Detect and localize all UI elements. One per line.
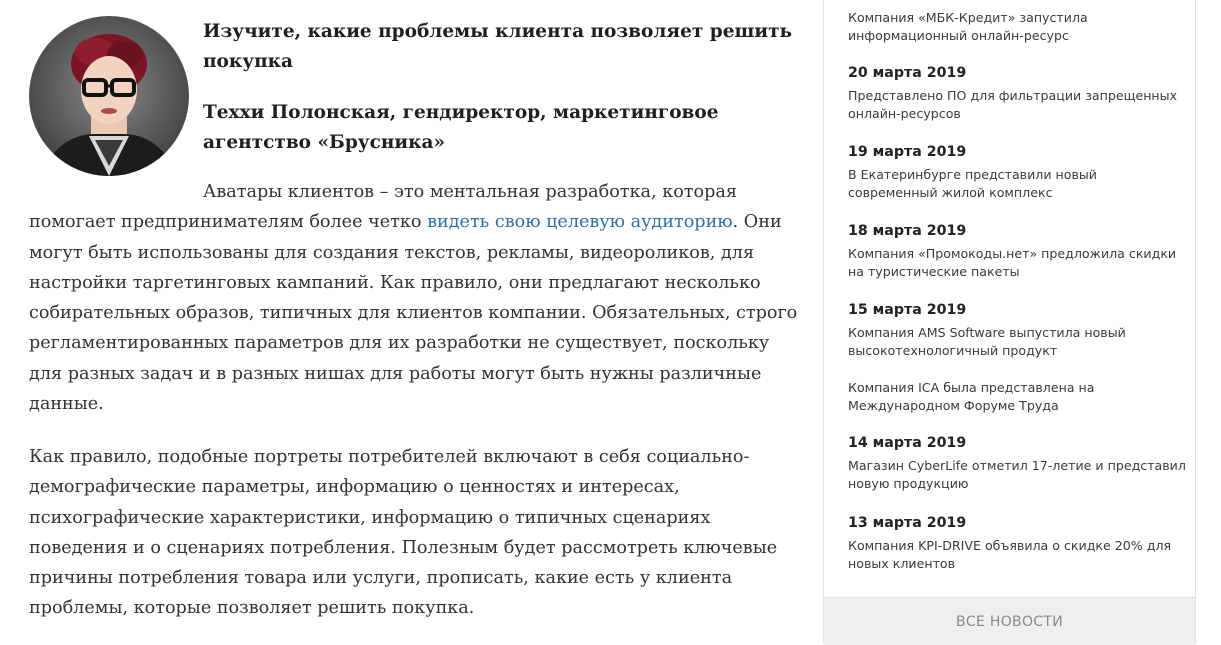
- news-date: 20 марта 2019: [848, 65, 967, 81]
- news-sidebar: [823, 0, 1196, 644]
- news-item[interactable]: [848, 9, 1188, 45]
- news-item[interactable]: [848, 143, 1188, 202]
- all-news-button[interactable]: ВСЕ НОВОСТИ: [824, 597, 1195, 645]
- news-title[interactable]: Компания «МБК-Кредит» запустила информационный онлайн-ресурс: [848, 10, 1088, 43]
- news-item[interactable]: [848, 301, 1188, 360]
- paragraph-text: . Они могут быть использованы для создания текстов, рекламы, видеороликов, для настройки таргетинговых кампаний. Как правило, они предлагают несколько собирательных образов, типичных для клиентов компании. Обязательных, строго регламентированных параметров для их разработки не существует, поскольку для разных задач и в разных нишах для работы могут быть нужны различные данные.: [29, 212, 798, 415]
- author-avatar: [29, 16, 189, 176]
- article-subheading: Изучите, какие проблемы клиента позволяет решить покупка: [203, 21, 793, 72]
- news-date: 13 марта 2019: [848, 515, 967, 531]
- target-audience-link[interactable]: видеть свою целевую аудиторию: [427, 212, 733, 233]
- news-item[interactable]: [848, 379, 1188, 415]
- article-paragraph-1: [29, 177, 804, 419]
- paragraph-text: Аватары клиентов – это ментальная разработка, которая помогает предпринимателям более четко: [29, 182, 737, 233]
- news-item[interactable]: [848, 514, 1188, 573]
- article-paragraph-2: Как правило, подобные портреты потребителей включают в себя социально-демографические параметры, информацию о ценностях и интересах, психографические характеристики, информацию о типичных сценариях поведения и о сценариях потребления. Полезным будет рассмотреть ключевые причины потребления товара или услуги, прописать, какие есть у клиента проблемы, которые позволяет решить покупка.: [29, 447, 778, 619]
- news-date: 18 марта 2019: [848, 223, 967, 239]
- news-title[interactable]: Компания ICA была представлена на Международном Форуме Труда: [848, 380, 1095, 413]
- news-date: 15 марта 2019: [848, 302, 967, 318]
- news-title[interactable]: В Екатеринбурге представили новый современный жилой комплекс: [848, 167, 1097, 200]
- news-title[interactable]: Магазин CyberLife отметил 17-летие и представил новую продукцию: [848, 458, 1186, 491]
- author-caption: Тexxи Полонская, гендиректор, маркетинговое агентство «Брусника»: [203, 102, 719, 153]
- news-title[interactable]: Компания KPI-DRIVE объявила о скидке 20% для новых клиентов: [848, 538, 1172, 571]
- news-title[interactable]: Компания «Промокоды.нет» предложила скидки на туристические пакеты: [848, 246, 1177, 279]
- news-item[interactable]: [848, 222, 1188, 281]
- news-title[interactable]: Компания AMS Software выпустила новый высокотехнологичный продукт: [848, 325, 1126, 358]
- news-date: 19 марта 2019: [848, 144, 967, 160]
- author-portrait-image: [29, 16, 189, 176]
- news-title[interactable]: Представлено ПО для фильтрации запрещенных онлайн-ресурсов: [848, 88, 1178, 121]
- news-item[interactable]: [848, 434, 1188, 493]
- news-item[interactable]: [848, 64, 1188, 123]
- news-date: 14 марта 2019: [848, 435, 967, 451]
